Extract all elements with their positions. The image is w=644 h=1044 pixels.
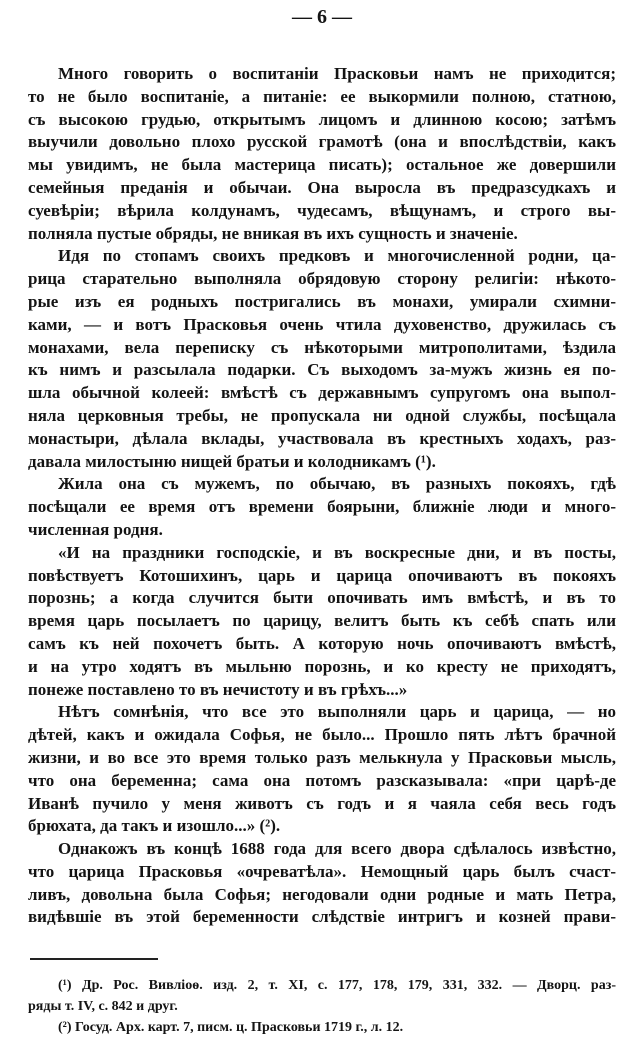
text-line: давала милостыню нищей братьи и колодникамъ (¹). (28, 451, 436, 471)
footnotes (28, 975, 616, 1038)
text-line: и на утро ходятъ въ мыльню порознь, и ко кресту не приходятъ, (28, 656, 616, 676)
text-line: дѣтей, какъ и ожидала Софья, не было... Прошло пять лѣтъ брачной (28, 725, 616, 745)
text-line: монастыри, дѣлала вклады, участвовала въ крестныхъ ходахъ, раз- (28, 428, 616, 448)
text-line: рица старательно выполняла обрядовую сторону религіи: нѣкото- (28, 269, 616, 289)
text-line: выучили довольно плохо русской грамотѣ (она и впослѣдствіи, какъ (28, 132, 616, 152)
text-line: видѣвшіе въ этой беременности слѣдствіе интригъ и козней прави- (28, 907, 616, 927)
text-line: что она беременна; сама она потомъ разсказывала: «при царѣ-де (28, 770, 616, 790)
footnote-line: (¹) Др. Рос. Вивліоѳ. изд. 2, т. XI, с. 177, 178, 179, 331, 332. — Дворц. раз- (58, 978, 616, 993)
text-line: семейныя преданія и обычаи. Она выросла въ предразсудкахъ и (28, 177, 616, 197)
text-line: посѣщали ее время отъ времени боярыни, ближніе люди и много- (28, 497, 616, 517)
text-line: монахами, вела переписку съ нѣкоторыми митрополитами, ѣздила (28, 337, 616, 357)
footnote-line: ряды т. IV, с. 842 и друг. (28, 999, 178, 1014)
text-line: жизни, и во все это время только разъ мелькнула у Прасковьи мысль, (28, 747, 616, 767)
text-line: ками, — и вотъ Прасковья очень чтила духовенство, дружилась съ (28, 314, 616, 334)
text-line: порознь; а когда случится быти опочивать имъ вмѣстѣ, и въ то (28, 588, 616, 608)
text-line: понеже поставлено то въ нечистоту и въ грѣхъ...» (28, 679, 408, 699)
text-line: Нѣтъ сомнѣнія, что все это выполняли царь и царица, — но (58, 702, 616, 722)
text-line: Иванѣ пучило у меня животъ съ годъ и я чаяла себя весь годъ (28, 793, 616, 813)
text-line: «И на праздники господскіе, и въ воскресные дни, и въ посты, (58, 542, 616, 562)
page-number: — 6 — (292, 6, 352, 28)
text-line: мы увидимъ, не была мастерица писать); остальное же довершили (28, 155, 616, 175)
text-line: шла обычной колеей: вмѣстѣ съ державнымъ супругомъ она выпол- (28, 383, 616, 403)
text-line: полняла пустые обряды, не вникая въ ихъ сущность и значеніе. (28, 223, 518, 243)
text-line: ливъ, довольна была Софья; негодовали одни родные и мать Петра, (28, 884, 616, 904)
text-line: няла церковныя требы, не пропускала ни одной службы, посѣщала (28, 405, 616, 425)
body-text (28, 63, 616, 929)
text-line: что царица Прасковья «очреватѣла». Немощный царь былъ счаст- (28, 861, 616, 881)
text-line: повѣствуетъ Котошихинъ, царь и царица опочиваютъ въ покояхъ (28, 565, 616, 585)
footnote-divider (30, 958, 158, 960)
footnote-line: (²) Госуд. Арх. карт. 7, писм. ц. Прасковьи 1719 г., л. 12. (58, 1020, 404, 1035)
text-line: брюхата, да такъ и изошло...» (²). (28, 816, 281, 836)
text-line: Однакожъ въ концѣ 1688 года для всего двора сдѣлалось извѣстно, (58, 839, 616, 859)
text-line: съ высокою грудью, открытымъ лицомъ и длинною косою; затѣмъ (28, 109, 616, 129)
text-line: время царь посылаетъ по царицу, велитъ быть къ себѣ спать или (28, 611, 616, 631)
text-line: Жила она съ мужемъ, по обычаю, въ разныхъ покояхъ, гдѣ (58, 474, 616, 494)
text-line: суевѣріи; вѣрила колдунамъ, чудесамъ, вѣщунамъ, и строго вы- (28, 200, 616, 220)
text-line: самъ къ ней похочетъ быть. А которую ночь опочиваютъ вмѣстѣ, (28, 633, 616, 653)
text-line: рые изъ ея родныхъ постригались въ монахи, умирали схимни- (28, 291, 616, 311)
text-line: то не было воспитаніе, а питаніе: ее выкормили полною, статною, (28, 86, 616, 106)
text-line: къ нимъ и разсылала подарки. Съ выходомъ за-мужъ жизнь ея по- (28, 360, 616, 380)
text-line: Много говорить о воспитаніи Прасковьи намъ не приходится; (58, 64, 616, 83)
text-line: Идя по стопамъ своихъ предковъ и многочисленной родни, ца- (58, 246, 616, 266)
text-line: численная родня. (28, 519, 163, 539)
